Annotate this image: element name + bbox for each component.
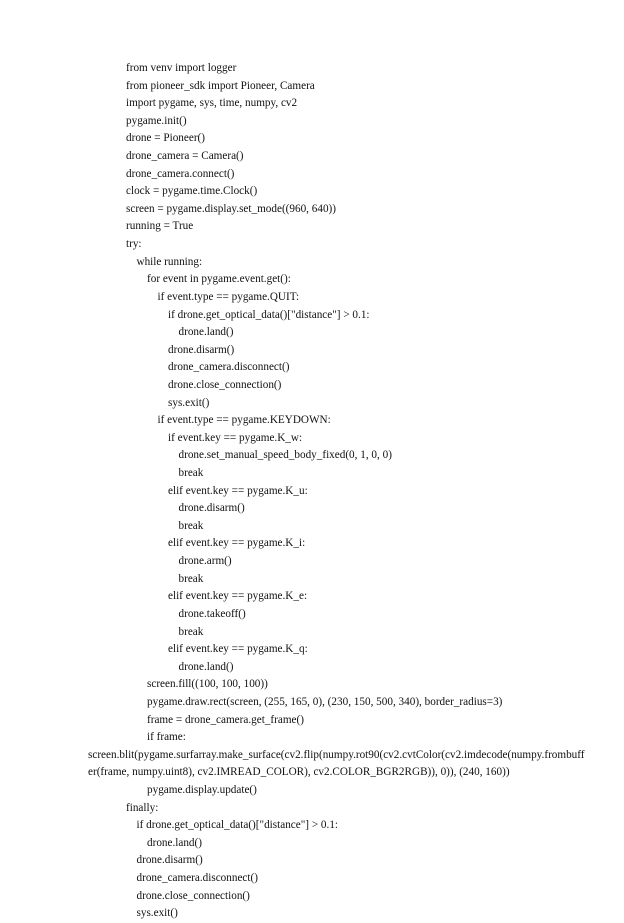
code-line: drone_camera.disconnect() (136, 872, 258, 885)
code-line: drone.arm() (178, 555, 232, 568)
code-line: drone_camera.disconnect() (168, 361, 290, 374)
code-line: running = True (126, 220, 194, 233)
code-line: while running: (136, 255, 203, 268)
code-line: import pygame, sys, time, numpy, cv2 (126, 97, 298, 110)
code-line: try: (126, 238, 142, 251)
code-line: if event.key == pygame.K_w: (168, 431, 303, 444)
code-line: if frame: (147, 731, 186, 744)
code-line: drone_camera = Camera() (126, 150, 244, 163)
code-line: drone.close_connection() (168, 378, 282, 391)
code-line: frame = drone_camera.get_frame() (147, 713, 304, 726)
code-line: pygame.display.update() (147, 784, 257, 796)
code-line: drone.disarm() (136, 854, 203, 867)
code-line: if drone.get_optical_data()["distance"] > 0.1: (168, 308, 370, 321)
code-line: from pioneer_sdk import Pioneer, Camera (126, 79, 315, 92)
code-line: break (178, 519, 204, 532)
code-line: drone = Pioneer() (126, 132, 206, 145)
code-line: clock = pygame.time.Clock() (126, 185, 258, 198)
code-line: drone.disarm() (168, 343, 235, 356)
code-line: drone.land() (178, 326, 234, 339)
code-line: pygame.init() (126, 114, 187, 127)
code-line: drone.land() (178, 660, 234, 673)
code-line: elif event.key == pygame.K_q: (168, 643, 308, 656)
code-line: screen.fill((100, 100, 100)) (147, 678, 268, 691)
code-line: drone.takeoff() (178, 607, 246, 620)
code-line: elif event.key == pygame.K_u: (168, 484, 308, 497)
code-line: drone.disarm() (178, 502, 245, 515)
code-line: elif event.key == pygame.K_i: (168, 537, 306, 550)
code-line: drone.land() (147, 836, 202, 849)
code-line: break (178, 625, 204, 638)
code-line: elif event.key == pygame.K_e: (168, 590, 308, 603)
code-line: sys.exit() (136, 907, 178, 920)
code-line: screen = pygame.display.set_mode((960, 640)) (126, 202, 337, 215)
code-line: if drone.get_optical_data()["distance"] > 0.1: (136, 819, 339, 832)
code-line: if event.type == pygame.KEYDOWN: (157, 414, 331, 427)
code-line: pygame.draw.rect(screen, (255, 165, 0), (230, 150, 500, 340), border_radius=3) (147, 695, 503, 708)
code-line: break (178, 467, 204, 480)
code-line: drone.set_manual_speed_body_fixed(0, 1, 0, 0) (178, 449, 392, 462)
code-line: drone_camera.connect() (126, 167, 235, 180)
code-line: if event.type == pygame.QUIT: (157, 290, 300, 303)
code-line: sys.exit() (168, 396, 210, 409)
code-line: drone.close_connection() (136, 889, 250, 902)
code-line: break (178, 572, 204, 585)
code-line: screen.blit(pygame.surfarray.make_surface(cv2.flip(numpy.rot90(cv2.cvtColor(cv2.imdecode(numpy.frombuffer(frame, numpy.uint8), cv2.IMREAD_COLOR), cv2.COLOR_BGR2RGB)), 0)), (240, 160)) (88, 748, 585, 779)
code-line: for event in pygame.event.get(): (147, 273, 291, 286)
code-line: finally: (126, 801, 159, 814)
code-line: from venv import logger (126, 62, 237, 74)
code-listing (0, 60, 624, 923)
